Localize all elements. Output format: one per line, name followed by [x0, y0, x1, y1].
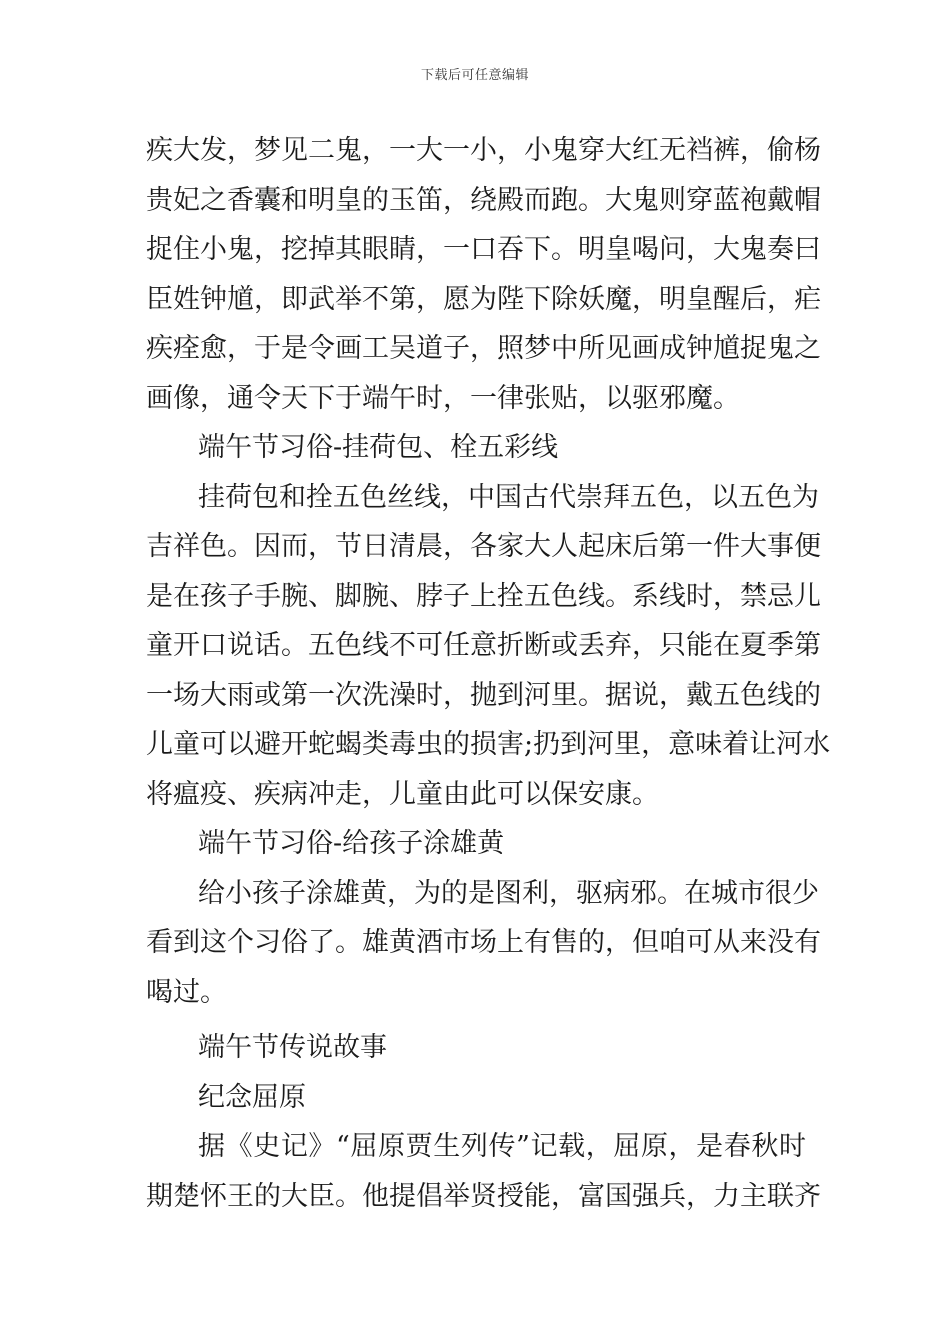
text-line: 给小孩子涂雄黄，为的是图利，驱病邪。在城市很少: [198, 877, 819, 909]
text-line: 吉祥色。因而，节日清晨，各家大人起床后第一件大事便: [146, 531, 821, 562]
text-line: 期楚怀王的大臣。他提倡举贤授能，富国强兵，力主联齐: [146, 1180, 821, 1212]
text-line: 童开口说话。五色线不可任意折断或丢弃，只能在夏季第: [146, 630, 821, 661]
text-line: 臣姓钟馗，即武举不第，愿为陛下除妖魔，明皇醒后，疟: [146, 283, 821, 315]
text-line: 据《史记》“屈原贾生列传”记载，屈原，是春秋时: [198, 1131, 806, 1162]
text-line: 捉住小鬼，挖掉其眼睛，一口吞下。明皇喝问，大鬼奏曰: [146, 234, 821, 265]
text-line: 看到这个习俗了。雄黄酒市场上有售的，但咱可从来没有: [146, 927, 821, 958]
section-heading-sachet: 端午节习俗-挂荷包、栓五彩线: [198, 432, 559, 463]
paragraph-five-color-thread: [146, 473, 831, 820]
page-header: 下载后可任意编辑: [420, 68, 529, 83]
section-heading-legends: 端午节传说故事: [198, 1032, 387, 1063]
document-body: [146, 126, 831, 1221]
paragraph-zhongkui: [146, 126, 821, 423]
text-line: 画像，通令天下于端午时，一律张贴，以驱邪魔。: [146, 382, 740, 414]
subheading-qu-yuan: 纪念屈原: [198, 1081, 306, 1113]
paragraph-realgar: [146, 869, 821, 1018]
text-line: 一场大雨或第一次洗澡时，抛到河里。据说，戴五色线的: [146, 679, 821, 711]
text-line: 儿童可以避开蛇蝎类毒虫的损害;扔到河里，意味着让河水: [146, 729, 831, 760]
text-line: 贵妃之香囊和明皇的玉笛，绕殿而跑。大鬼则穿蓝袍戴帽: [146, 184, 821, 216]
section-heading-realgar: 端午节习俗-给孩子涂雄黄: [198, 828, 505, 859]
text-line: 疾痊愈，于是令画工吴道子，照梦中所见画成钟馗捉鬼之: [146, 333, 821, 364]
text-line: 喝过。: [146, 976, 227, 1008]
text-line: 挂荷包和拴五色丝线，中国古代崇拜五色，以五色为: [198, 481, 819, 513]
paragraph-qu-yuan: [146, 1122, 821, 1221]
text-line: 疾大发，梦见二鬼，一大一小，小鬼穿大红无裆裤，偷杨: [146, 135, 821, 166]
text-line: 是在孩子手腕、脚腕、脖子上拴五色线。系线时，禁忌儿: [146, 580, 821, 612]
text-line: 将瘟疫、疾病冲走，儿童由此可以保安康。: [146, 778, 659, 810]
